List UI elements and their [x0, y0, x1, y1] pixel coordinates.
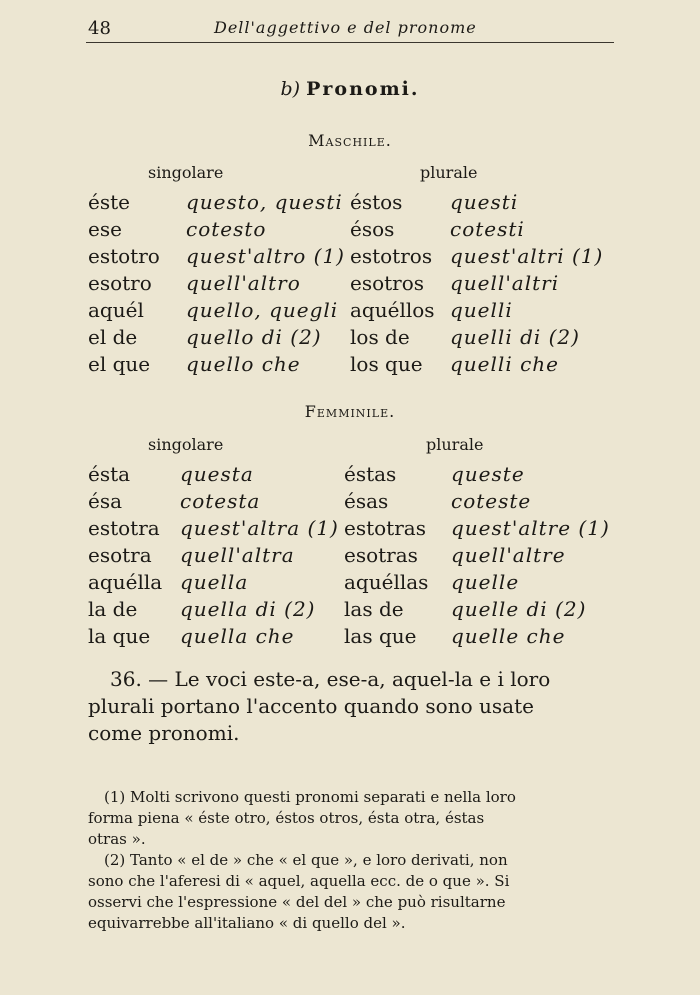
- table-row: esotro quell'altro esotros quell'altri: [88, 271, 560, 295]
- paragraph-line: come pronomi.: [88, 721, 240, 745]
- table-row: éste questo, questi éstos questi: [88, 190, 519, 214]
- table-row: estotro quest'altro (1) estotros quest'altri (1): [88, 244, 604, 268]
- section-title-text: Pronomi.: [306, 78, 420, 100]
- table-row: la que quella che las que quelle che: [88, 624, 566, 648]
- table-row: el que quello che los que quelli che: [88, 352, 559, 376]
- table-row: el de quello di (2) los de quelli di (2): [88, 325, 580, 349]
- section-title: [0, 78, 700, 100]
- table-row: la de quella di (2) las de quelle di (2): [88, 597, 587, 621]
- maschile-plurale-header: plurale: [420, 163, 478, 182]
- femminile-singolare-header: singolare: [148, 435, 224, 454]
- running-head: Dell'aggettivo e del pronome: [214, 18, 477, 37]
- footnote-line: sono che l'aferesi di « aquel, aquella ecc. de o que ». Si: [88, 872, 510, 890]
- paragraph-line: 36. — Le voci este-a, ese-a, aquel-la e i loro: [110, 667, 551, 691]
- footnote-line: forma piena « éste otro, éstos otros, ésta otra, éstas: [88, 809, 485, 827]
- page-header: [86, 16, 614, 43]
- table-row: ese cotesto ésos cotesti: [88, 217, 525, 241]
- footnote-1: [88, 787, 618, 850]
- maschile-singolare-header: singolare: [148, 163, 224, 182]
- table-row: ésa cotesta ésas coteste: [88, 489, 532, 513]
- page-number: 48: [88, 18, 111, 39]
- maschile-title: Maschile.: [308, 131, 392, 150]
- section-letter: b): [280, 78, 301, 100]
- footnote-line: (1) Molti scrivono questi pronomi separati e nella loro: [104, 788, 516, 806]
- footnote-line: osservi che l'espressione « del del » che può risultarne: [88, 893, 506, 911]
- paragraph-36: [88, 666, 618, 747]
- footnote-2: [88, 850, 618, 934]
- table-row: aquél quello, quegli aquéllos quelli: [88, 298, 513, 322]
- table-row: ésta questa éstas queste: [88, 462, 525, 486]
- paragraph-line: plurali portano l'accento quando sono usate: [88, 694, 534, 718]
- table-row: esotra quell'altra esotras quell'altre: [88, 543, 566, 567]
- femminile-title: Femminile.: [304, 402, 396, 421]
- table-row: estotra quest'altra (1) estotras quest'altre (1): [88, 516, 610, 540]
- table-row: aquélla quella aquéllas quelle: [88, 570, 520, 594]
- footnote-line: (2) Tanto « el de » che « el que », e loro derivati, non: [104, 851, 508, 869]
- footnote-line: otras ».: [88, 830, 146, 848]
- footnote-line: equivarrebbe all'italiano « di quello del ».: [88, 914, 406, 932]
- femminile-plurale-header: plurale: [426, 435, 484, 454]
